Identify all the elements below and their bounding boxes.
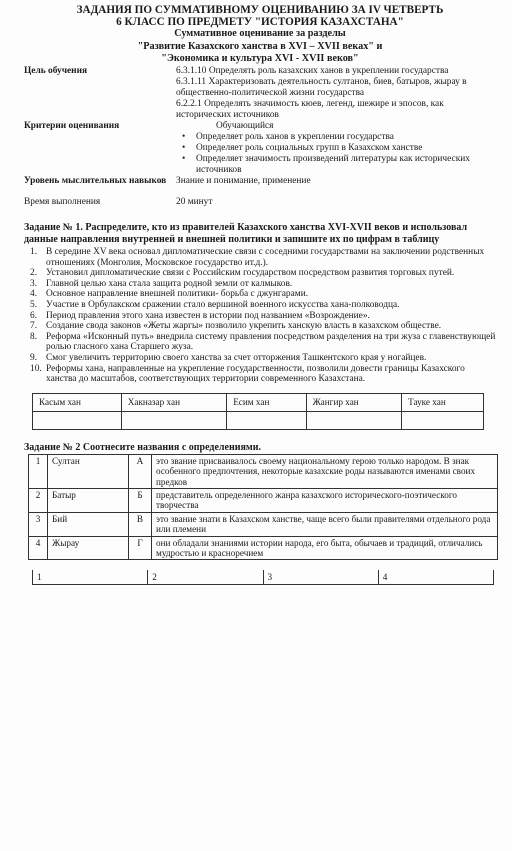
goal-item: 6.2.2.1 Определять значимость кюев, легенд, шежире и эпосов, как исторических источников [176, 99, 444, 121]
khan-cell[interactable]: Жангир хан [306, 393, 401, 411]
list-item [24, 279, 496, 290]
header-line-5: "Экономика и культура XVI - XVII веков" [161, 52, 359, 64]
criteria-block [176, 121, 496, 176]
table-row [33, 411, 484, 429]
khan-cell[interactable]: Касым хан [33, 393, 122, 411]
answer-cell[interactable]: 2 [147, 570, 262, 585]
criteria-item: • Определяет роль социальных групп в Казахском ханстве [196, 143, 496, 154]
criteria-row [24, 121, 496, 176]
table-row [33, 393, 484, 411]
list-item [24, 321, 496, 332]
answer-cell[interactable]: 1 [32, 570, 147, 585]
table-row [29, 454, 498, 488]
item-number: 2. [30, 268, 38, 279]
definition-text: это звание знати в Казахском ханстве, чаще всего были правителями отдельного рода или племени [152, 512, 498, 536]
list-item [24, 332, 496, 353]
list-item [24, 311, 496, 322]
task2-title: Задание № 2 Соотнесите названия с определениями. [24, 441, 261, 453]
table-row [29, 488, 498, 512]
time-row [24, 197, 496, 208]
worksheet-header [24, 4, 496, 65]
term-name: Батыр [48, 488, 129, 512]
criteria-label: Критерии оценивания [24, 121, 120, 132]
item-number: 3. [30, 278, 38, 289]
term-name: Султан [48, 454, 129, 488]
term-number: 2 [29, 488, 48, 512]
item-text: Период правления этого хана известен в истории под названием «Возрождение». [46, 310, 370, 321]
answer-cell[interactable]: 4 [378, 570, 494, 585]
answer-cell[interactable] [306, 411, 401, 429]
item-text: Основное направление внешней политики- борьба с джунгарами. [46, 289, 309, 300]
definition-text: представитель определенного жанра казахского исторического-поэтического творчества [152, 488, 498, 512]
criteria-intro: Обучающийся [216, 121, 274, 132]
assessment-meta [24, 66, 496, 208]
item-text: Участие в Орбулакском сражении стало вершиной военного искусства хана-полководца. [46, 299, 400, 310]
task1-title: Задание № 1. Распределите, кто из правителей Казахского ханства XVI-XVII веков и использовал данные направления внутренней и внешней политики и запишите их по цифрам в таблицу [24, 222, 468, 246]
goal-list [176, 66, 496, 121]
definition-text: они обладали знаниями истории народа, его быта, обычаев и традиций, отличались мудростью и красноречием [152, 536, 498, 560]
term-number: 4 [29, 536, 48, 560]
definition-text: это звание присваивалось своему национальному герою только народом. В знак особенного предпочтения, некоторые казахские роды называются именами своих предков [152, 454, 498, 488]
khans-table [32, 393, 484, 430]
khan-cell[interactable]: Есим хан [227, 393, 306, 411]
item-text: Смог увеличить территорию своего ханства за счет отторжения Ташкентского края у ногайцев. [46, 352, 427, 363]
item-number: 10. [30, 363, 42, 374]
item-text: Создание свода законов «Жеты жаргы» позволило укрепить ханскую власть в казахском обществе. [46, 321, 442, 332]
answer-cell[interactable] [402, 411, 484, 429]
item-text: Установил дипломатические связи с Российским государством посредством развития торговых путей. [46, 268, 455, 279]
table-row [29, 512, 498, 536]
definition-letter: Б [129, 488, 152, 512]
list-item [24, 300, 496, 311]
item-text: Главной целью хана стала защита родной земли от калмыков. [46, 278, 293, 289]
item-number: 4. [30, 289, 38, 300]
item-number: 9. [30, 352, 38, 363]
item-number: 7. [30, 321, 38, 332]
item-text: Реформа «Исконный путь» внедрила систему правления посредством разделения на три жуза с главенствующей ролью гласного хана Старшего жуза. [46, 331, 496, 353]
answer-cell[interactable] [33, 411, 122, 429]
list-item [24, 364, 496, 385]
criteria-item: • Определяет значимость произведений литературы как исторических источников [196, 154, 496, 176]
criteria-item: • Определяет роль ханов в укреплении государства [196, 132, 496, 143]
list-item [24, 353, 496, 364]
time-value: 20 минут [176, 197, 213, 208]
definition-letter: В [129, 512, 152, 536]
answer-cell[interactable] [121, 411, 226, 429]
answer-cell[interactable] [227, 411, 306, 429]
criteria-list [176, 132, 496, 176]
header-line-1: ЗАДАНИЯ ПО СУММАТИВНОМУ ОЦЕНИВАНИЮ ЗА IV ЧЕТВЕРТЬ [76, 4, 444, 16]
header-line-4: "Развитие Казахского ханства в XVI – XVII веках" и [137, 40, 383, 52]
answer-cell[interactable]: 3 [263, 570, 378, 585]
definition-letter: А [129, 454, 152, 488]
time-label: Время выполнения [24, 197, 101, 208]
term-name: Жырау [48, 536, 129, 560]
task2-answer-row [32, 570, 494, 585]
goal-label: Цель обучения [24, 66, 88, 77]
item-number: 8. [30, 331, 38, 342]
item-text: Реформы хана, направленные на укрепление государственности, позволили довести границы Казахского ханства до масштабов, соответствующих территории современного Казахстана. [46, 363, 465, 385]
item-number: 1. [30, 247, 38, 258]
khan-cell[interactable]: Тауке хан [402, 393, 484, 411]
table-row [29, 536, 498, 560]
definition-letter: Г [129, 536, 152, 560]
list-item [24, 289, 496, 300]
item-text: В середине XV века основал дипломатические связи с соседними государствами на заключении родственных отношениях (Монголия, Московское государство ит.д.). [46, 247, 485, 268]
term-number: 1 [29, 454, 48, 488]
item-number: 6. [30, 310, 38, 321]
goal-item: 6.3.1.11 Характеризовать деятельность султанов, биев, батыров, жырау в общественно-политической жизни государства [176, 77, 467, 99]
task1-statement-list [24, 247, 496, 385]
term-number: 3 [29, 512, 48, 536]
item-number: 5. [30, 299, 38, 310]
level-value: Знание и понимание, применение [176, 176, 311, 187]
matching-table [28, 454, 498, 561]
header-line-2: 6 КЛАСС ПО ПРЕДМЕТУ "ИСТОРИЯ КАЗАХСТАНА" [116, 16, 404, 29]
level-row [24, 176, 496, 187]
goal-item: 6.3.1.10 Определять роль казахских ханов в укреплении государства [176, 66, 449, 77]
khan-cell[interactable]: Хакназар хан [121, 393, 226, 411]
list-item [24, 247, 496, 268]
term-name: Бий [48, 512, 129, 536]
level-label: Уровень мыслительных навыков [24, 176, 167, 187]
header-line-3: Суммативное оценивание за разделы [174, 28, 346, 40]
goal-row [24, 66, 496, 121]
list-item [24, 268, 496, 279]
